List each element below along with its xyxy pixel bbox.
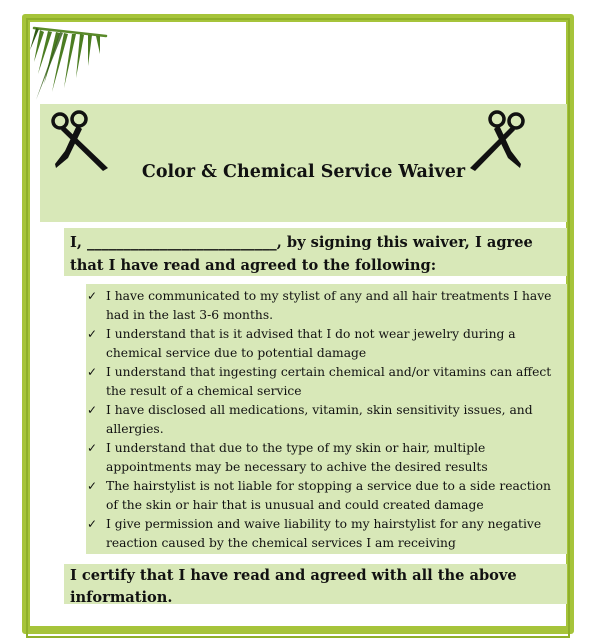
checklist xyxy=(86,287,567,553)
list-item-text: I have communicated to my stylist of any and all hair treatments I have had in the last 3-6 months. xyxy=(106,289,552,322)
list-item xyxy=(86,401,567,439)
agreement-panel xyxy=(64,228,567,276)
checkmark-icon: ✓ xyxy=(87,441,98,455)
list-item-text: I have disclosed all medications, vitamin, skin sensitivity issues, and allergies. xyxy=(106,403,533,436)
list-item-text: I understand that ingesting certain chemical and/or vitamins can affect the result of a chemical service xyxy=(106,365,552,398)
list-item-text: I give permission and waive liability to my hairstylist for any negative reaction caused by the chemical services I am receiving xyxy=(106,517,542,550)
checklist-panel xyxy=(86,284,567,554)
checkmark-icon: ✓ xyxy=(87,365,98,379)
certification-panel xyxy=(64,564,567,604)
title-panel xyxy=(40,104,567,222)
checkmark-icon: ✓ xyxy=(87,517,98,531)
list-item xyxy=(86,287,567,325)
list-item xyxy=(86,515,567,553)
certification-statement: I certify that I have read and agreed with all the above information. xyxy=(70,567,517,606)
checkmark-icon: ✓ xyxy=(87,327,98,341)
list-item xyxy=(86,325,567,363)
page-title: Color & Chemical Service Waiver xyxy=(141,162,466,182)
list-item-text: The hairstylist is not liable for stopping a service due to a side reaction of the skin or hair that is unusual and could created damage xyxy=(106,479,551,512)
checkmark-icon: ✓ xyxy=(87,403,98,417)
list-item xyxy=(86,477,567,515)
checkmark-icon: ✓ xyxy=(87,479,98,493)
list-item xyxy=(86,363,567,401)
list-item xyxy=(86,439,567,477)
agreement-statement: I, __________________________, by signing this waiver, I agree that I have read and agreed to the following: xyxy=(70,234,533,274)
scissors-icon xyxy=(468,110,530,172)
list-item-text: I understand that due to the type of my skin or hair, multiple appointments may be necessary to achive the desired results xyxy=(106,441,488,474)
checkmark-icon: ✓ xyxy=(87,289,98,303)
list-item-text: I understand that is it advised that I do not wear jewelry during a chemical service due to potential damage xyxy=(106,327,516,360)
palm-leaf-icon xyxy=(30,22,110,102)
